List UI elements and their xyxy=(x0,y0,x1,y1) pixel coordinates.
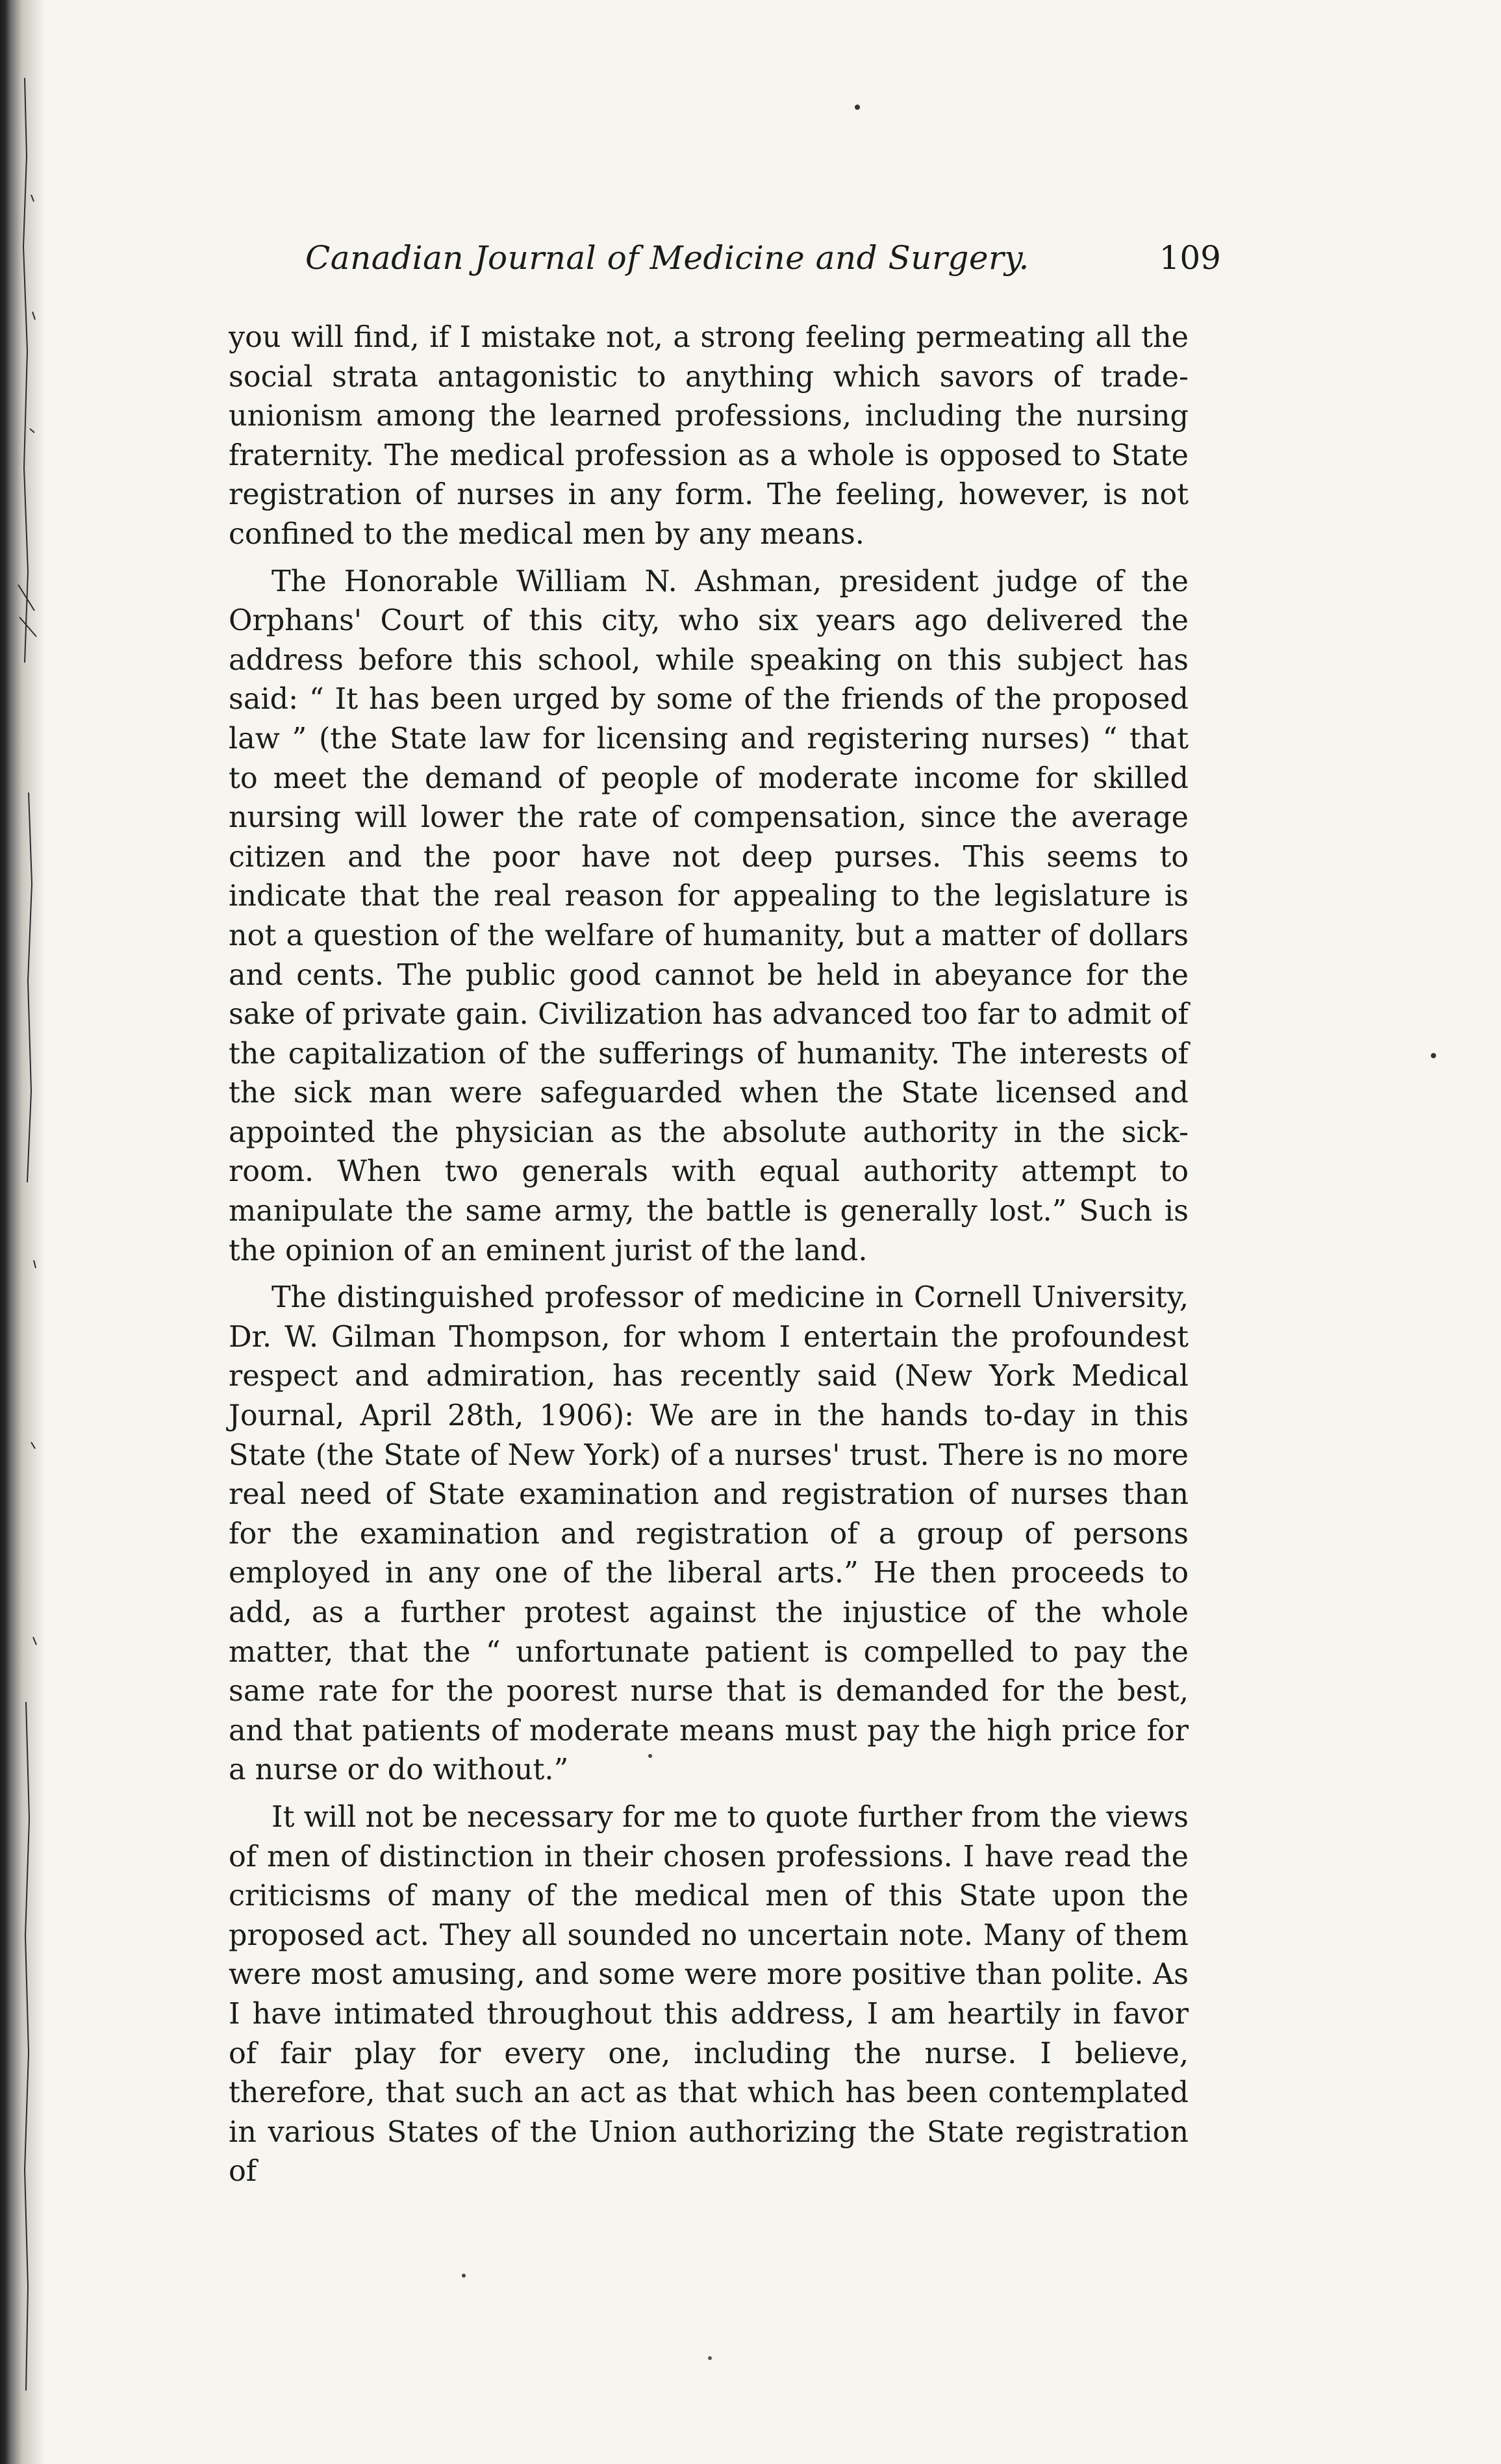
binding-margin-marks xyxy=(5,78,44,2391)
page-header xyxy=(305,239,1221,291)
paragraph-1: you will find, if I mistake not, a strong feeling permeating all the social strata antagonistic to anything which savors of trade-unionism among the learned professions, including the nursing fraternity. The medical profession as a whole is opposed to State registration of nurses in any form. The feeling, however, is not confined to the medical men by any means. xyxy=(229,321,1189,551)
paragraph-3: The distinguished professor of medicine in Cornell University, Dr. W. Gilman Thompson, for whom I entertain the profoundest respect and admiration, has recently said (New York Medical Journal, April 28th, 1906): We are in the hands to-day in this State (the State of New York) of a nurses' trust. There is no more real need of State examination and registration of nurses than for the examination and registration of a group of persons employed in any one of the liberal arts.” He then proceeds to add, as a further protest against the injustice of the whole matter, that the “ unfortunate patient is compelled to pay the same rate for the poorest nurse that is demanded for the best, and that patients of moderate means must pay the high price for a nurse or do without.” xyxy=(229,1281,1189,1787)
paragraph-2: The Honorable William N. Ashman, president judge of the Orphans' Court of this city, who six years ago delivered the address before this school, while speaking on this subject has said: “ It has been urged by some of the friends of the proposed law ” (the State law for licensing and registering nurses) “ that to meet the demand of people of moderate income for skilled nursing will lower the rate of compensation, since the average citizen and the poor have not deep purses. This seems to indicate that the real reason for appealing to the legislature is not a question of the welfare of humanity, but a matter of dollars and cents. The public good cannot be held in abeyance for the sake of private gain. Civilization has advanced too far to admit of the capitalization of the sufferings of humanity. The interests of the sick man were safeguarded when the State licensed and appointed the physician as the absolute authority in the sick-room. When two generals with equal authority attempt to manipulate the same army, the battle is generally lost.” Such is the opinion of an eminent jurist of the land. xyxy=(229,565,1189,1267)
paragraph-4: It will not be necessary for me to quote further from the views of men of distinction in their chosen professions. I have read the criticisms of many of the medical men of this State upon the proposed act. They all sounded no uncertain note. Many of them were most amusing, and some were more positive than polite. As I have intimated throughout this address, I am heartily in favor of fair play for every one, including the nurse. I believe, therefore, that such an act as that which has been contemplated in various States of the Union authorizing the State registration of xyxy=(229,1800,1189,2189)
running-title: Canadian Journal of Medicine and Surgery. xyxy=(305,239,1029,277)
page-number: 109 xyxy=(1159,239,1221,277)
body-text xyxy=(229,318,1189,2192)
